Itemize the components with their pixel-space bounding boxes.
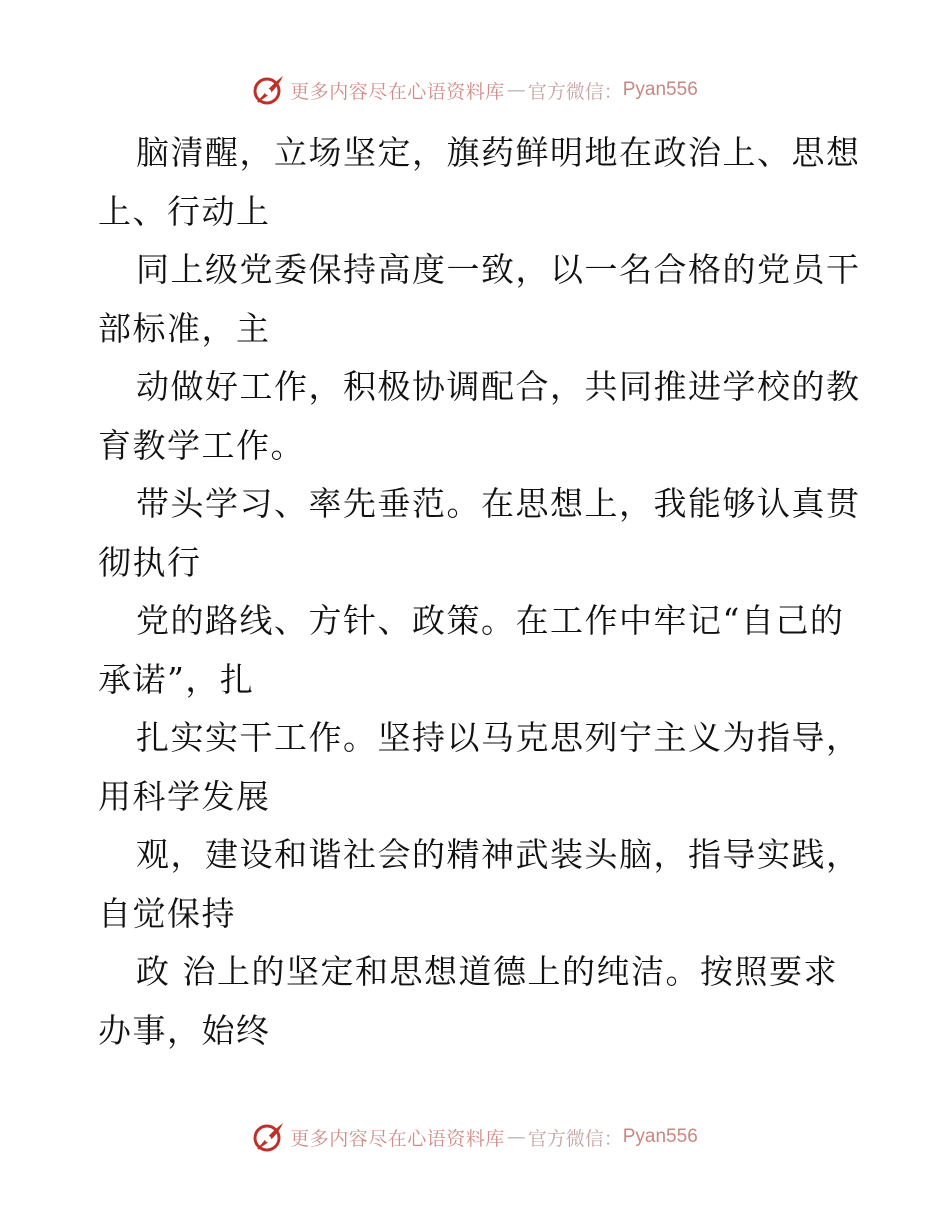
- text-line: 育教学工作。: [98, 425, 305, 465]
- text-line: 党的路线、方针、政策。在工作中牢记“自己的: [136, 601, 845, 640]
- text-line: 脑清醒，立场坚定，旗药鲜明地在政治上、思想: [136, 133, 861, 172]
- footer-banner-text: 更多内容尽在心语资料库: [290, 1127, 505, 1150]
- header-banner-separator: —: [506, 79, 526, 101]
- text-line: 动做好工作，积极协调配合，共同推进学校的教: [136, 367, 861, 406]
- footer-wechat-id: Pyan556: [622, 1126, 698, 1147]
- header-banner: [0, 70, 950, 110]
- text-line: 承诺”，扎: [98, 659, 255, 699]
- header-banner-text: 更多内容尽在心语资料库: [290, 80, 505, 103]
- footer-banner-separator: —: [506, 1126, 526, 1148]
- text-line: 同上级党委保持高度一致，以一名合格的党员干: [136, 250, 861, 289]
- text-line: 自觉保持: [98, 893, 236, 933]
- quill-pen-seal-icon: [252, 73, 286, 107]
- text-line: 彻执行: [98, 542, 202, 582]
- text-line: 上、行动上: [98, 191, 271, 231]
- quill-pen-seal-icon: [252, 1120, 286, 1154]
- footer-banner: [0, 1117, 950, 1157]
- text-line: 扎实实干工作。坚持以马克思列宁主义为指导，: [136, 718, 861, 757]
- body-text: [98, 124, 861, 1060]
- header-wechat-label: 官方微信：: [527, 80, 623, 103]
- text-line: 办事，始终: [98, 1010, 271, 1050]
- text-line: 部标准，主: [98, 308, 271, 348]
- header-wechat-id: Pyan556: [622, 79, 698, 100]
- footer-wechat-label: 官方微信：: [527, 1127, 623, 1150]
- text-line: 观，建设和谐社会的精神武装头脑，指导实践，: [136, 835, 861, 874]
- text-line: 带头学习、率先垂范。在思想上，我能够认真贯: [136, 484, 861, 523]
- text-line: 用科学发展: [98, 776, 271, 816]
- text-line: 政 治上的坚定和思想道德上的纯洁。按照要求: [136, 952, 838, 991]
